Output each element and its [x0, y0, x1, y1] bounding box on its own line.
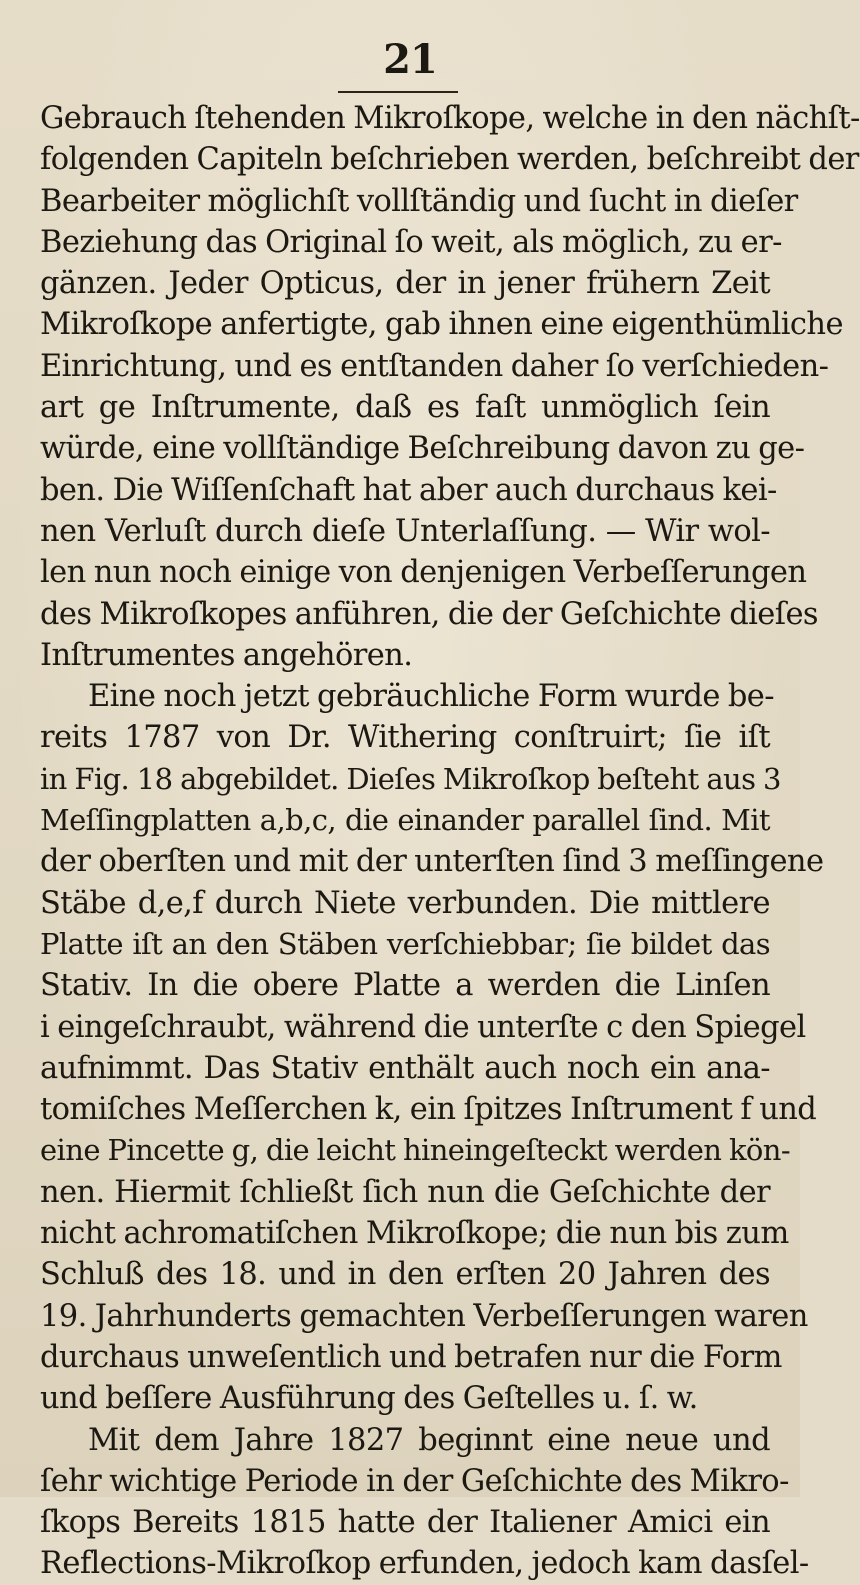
text-line: ſkops Bereits 1815 hatte der Italiener Amici ein: [40, 1505, 770, 1541]
text-line: gänzen. Jeder Opticus, der in jener frühern Zeit: [40, 266, 770, 302]
text-line: des Mikroſkopes anführen, die der Geſchichte dieſes: [40, 596, 818, 632]
text-line: Reflections-Mikroſkop erfunden, jedoch kam dasſel-: [40, 1546, 809, 1582]
page-number: 21: [383, 36, 437, 83]
text-line: len nun noch einige von denjenigen Verbeſſerungen: [40, 555, 807, 591]
text-line: Platte iſt an den Stäben verſchiebbar; ſie bildet das: [40, 926, 770, 961]
text-line: Meſſingplatten a,b,c, die einander parallel ſind. Mit: [40, 803, 770, 838]
text-line: i eingeſchraubt, während die unterſte c den Spiegel: [40, 1009, 806, 1045]
text-line: tomiſches Meſſerchen k, ein ſpitzes Inſtrument f und: [40, 1092, 817, 1128]
page-number-rule: [338, 91, 458, 93]
text-line: Stäbe d,e,f durch Niete verbunden. Die mittlere: [40, 885, 770, 921]
text-line: aufnimmt. Das Stativ enthält auch noch ein ana-: [40, 1050, 770, 1086]
text-line: Gebrauch ſtehenden Mikroſkope, welche in den nächſt-: [40, 101, 860, 136]
text-line: durchaus unweſentlich und betrafen nur die Form: [40, 1339, 782, 1375]
text-line: ben. Die Wiſſenſchaft hat aber auch durchaus kei-: [40, 472, 777, 508]
text-line: Stativ. In die obere Platte a werden die Linſen: [40, 968, 770, 1004]
text-line: nen. Hiermit ſchließt ſich nun die Geſchichte der: [40, 1174, 770, 1210]
text-line: Eine noch jetzt gebräuchliche Form wurde be-: [88, 679, 774, 715]
text-line: Beziehung das Original ſo weit, als möglich, zu er-: [40, 224, 782, 260]
text-line: 19. Jahrhunderts gemachten Verbeſſerungen waren: [40, 1298, 808, 1334]
text-line: reits 1787 von Dr. Withering conſtruirt; ſie iſt: [40, 720, 770, 756]
text-line: ſehr wichtige Periode in der Geſchichte des Mikro-: [40, 1463, 789, 1499]
text-line: Mikroſkope anfertigte, gab ihnen eine eigenthümliche: [40, 307, 843, 343]
text-line: nen Verluſt durch dieſe Unterlaſſung. — Wir wol-: [40, 513, 770, 549]
text-line: und beſſere Ausführung des Geſtelles u. ſ. w.: [40, 1381, 698, 1417]
text-line: Inſtrumentes angehören.: [40, 637, 413, 673]
text-line: eine Pincette g, die leicht hineingeſteckt werden kön-: [40, 1133, 791, 1168]
text-line: Mit dem Jahre 1827 beginnt eine neue und: [88, 1422, 770, 1458]
text-line: art ge Inſtrumente, daß es faſt unmöglich ſein: [40, 390, 770, 426]
text-line: Einrichtung, und es entſtanden daher ſo verſchieden-: [40, 348, 829, 384]
text-line: nicht achromatiſchen Mikroſkope; die nun bis zum: [40, 1216, 789, 1252]
text-line: Bearbeiter möglichſt vollſtändig und ſucht in dieſer: [40, 183, 798, 219]
text-line: der oberſten und mit der unterſten ſind 3 meſſingene: [40, 844, 824, 880]
text-line: würde, eine vollſtändige Beſchreibung davon zu ge-: [40, 431, 805, 467]
text-line: Schluß des 18. und in den erſten 20 Jahren des: [40, 1257, 770, 1293]
text-line: in Fig. 18 abgebildet. Dieſes Mikroſkop beſteht aus 3: [40, 761, 781, 796]
text-line: folgenden Capiteln beſchrieben werden, beſchreibt der: [40, 142, 859, 178]
body-text: [40, 98, 860, 1585]
